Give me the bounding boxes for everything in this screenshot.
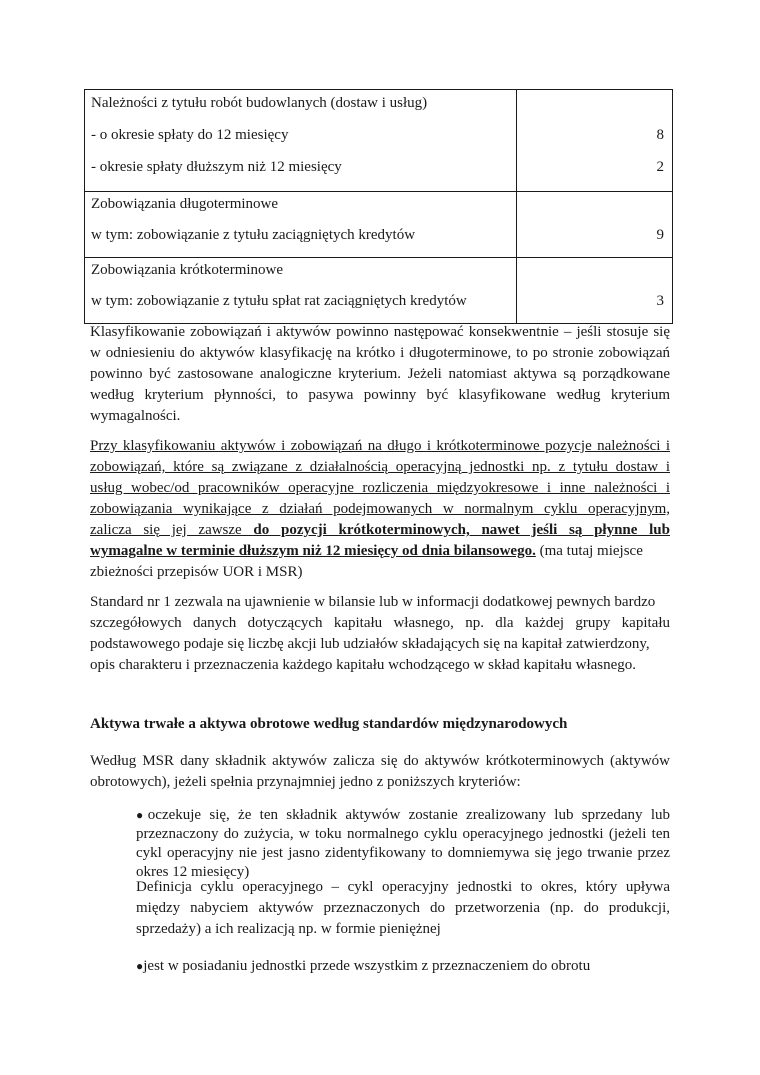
row-item-label: - okresie spłaty dłuższym niż 12 miesięcy [91,159,342,175]
section-heading: Aktywa trwałe a aktywa obrotowe według standardów międzynarodowych [90,716,568,732]
standard-1-paragraph: Standard nr 1 zezwala na ujawnienie w bilansie lub w informacji dodatkowej pewnych bardzo szczegółowych danych dotyczących kapitału własnego, np. dla każdej grupy kapitału podstawowego podaje się liczbę akcji lub udziałów składających się na kapitał zatwierdzony, opis charakteru i przeznaczenia każdego kapitału wchodzącego w skład kapitału własnego. [90,594,670,673]
row-item-label: - o okresie spłaty do 12 miesięcy [91,127,289,143]
list-item: ●oczekuje się, że ten składnik aktywów zostanie zrealizowany lub sprzedany lub przeznaczony do zużycia, w toku normalnego cyklu operacyjnego jednostki (jeżeli ten cykl operacyjny nie jest jasno zidentyfikowany to domniemywa się jego trwanie przez okres 12 miesięcy) [136,807,670,880]
row-item-label: w tym: zobowiązanie z tytułu spłat rat zaciągniętych kredytów [91,293,467,309]
table-row [85,90,673,192]
row-item-value: 8 [656,127,664,143]
operating-cycle-definition: Definicja cyklu operacyjnego – cykl operacyjny jednostki to okres, który upływa między nabyciem aktywów przeznaczonych do przetworzenia (np. do produkcji, sprzedaży) a ich realizacją np. w formie pieniężnej [136,879,670,937]
list-item: ●jest w posiadaniu jednostki przede wszystkim z przeznaczeniem do obrotu [136,958,591,974]
row-title: Zobowiązania długoterminowe [91,196,279,212]
table-row [85,192,673,258]
receivables-liabilities-table [84,89,673,324]
row-title: Należności z tytułu robót budowlanych (dostaw i usług) [91,95,428,111]
bullet-icon: ● [136,808,148,822]
row-item-label: w tym: zobowiązanie z tytułu zaciągniętych kredytów [91,227,416,243]
operating-cycle-paragraph: Przy klasyfikowaniu aktywów i zobowiązań na długo i krótkoterminowe pozycje należności i zobowiązań, które są związane z działalnością operacyjną jednostki np. z tytułu dostaw i usług wobec/od pracowników operacyjne rozliczenia międzyokresowe i inne należności i zobowiązania wynikające z działań podejmowanych w normalnym cyklu operacyjnym, zalicza się jej zawsze do pozycji krótkoterminowych, nawet jeśli są płynne lub wymagalne w terminie dłuższym niż 12 miesięcy od dnia bilansowego. (ma tutaj miejsce zbieżności przepisów UOR i MSR) [90,438,670,580]
msr-criteria-paragraph: Według MSR dany składnik aktywów zalicza się do aktywów krótkoterminowych (aktywów obrotowych), jeżeli spełnia przynajmniej jedno z poniższych kryteriów: [90,753,670,790]
bullet-icon: ● [136,959,144,973]
row-title: Zobowiązania krótkoterminowe [91,262,284,278]
table-row [85,258,673,324]
row-item-value: 2 [656,159,664,175]
classification-paragraph: Klasyfikowanie zobowiązań i aktywów powinno następować konsekwentnie – jeśli stosuje się w odniesieniu do aktywów klasyfikację na krótko i długoterminowe, to po stronie zobowiązań powinno być zastosowane analogiczne kryterium. Jeżeli natomiast aktywa są porządkowane według kryterium płynności, to pasywa powinny być klasyfikowane według kryterium wymagalności. [90,324,670,424]
row-item-value: 3 [656,293,664,309]
row-item-value: 9 [656,227,664,243]
